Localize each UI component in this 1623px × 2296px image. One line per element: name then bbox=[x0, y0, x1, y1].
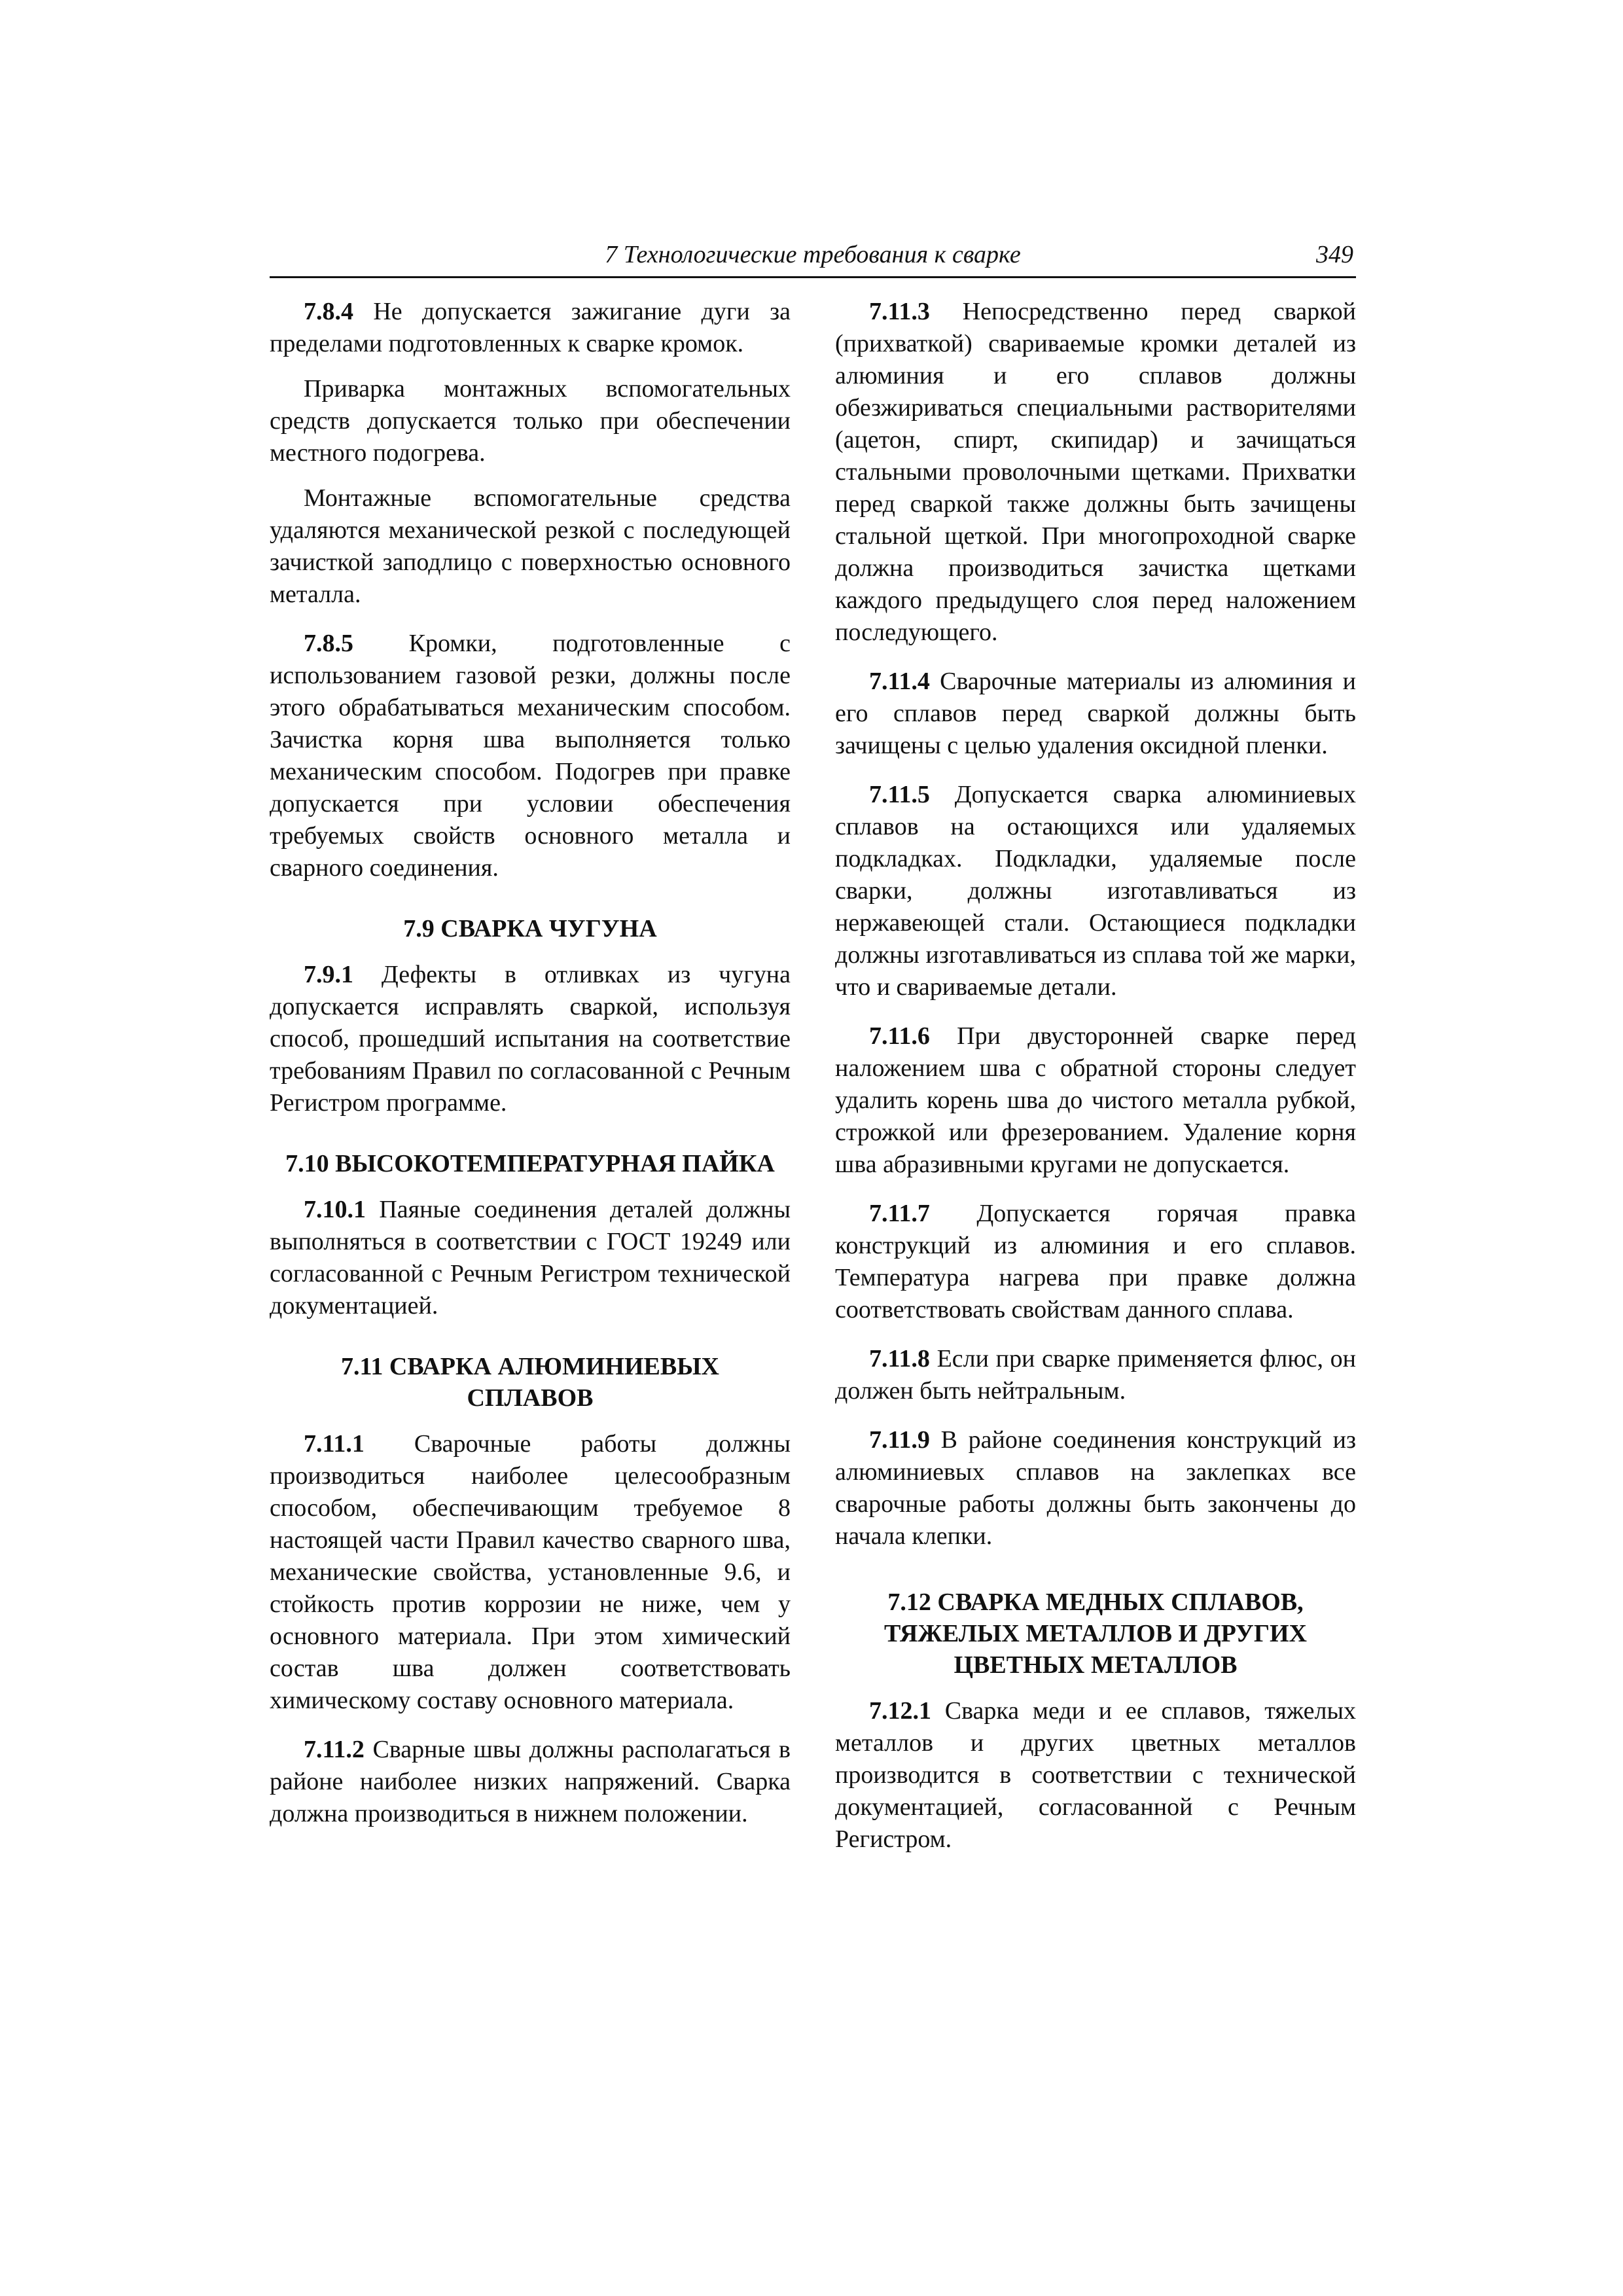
paragraph-text: Сварка меди и ее сплавов, тяжелых металлов и других цветных металлов производится в соответствии с технической документацией, согласованной с Речным Регистром. bbox=[835, 1697, 1356, 1853]
paragraph-text: Не допускается зажигание дуги за пределами подготовленных к сварке кромок. bbox=[270, 298, 791, 357]
paragraph-text: Паяные соединения деталей должны выполняться в соответствии с ГОСТ 19249 или согласованной с Речным Регистром технической документацией. bbox=[270, 1196, 791, 1319]
paragraph-number: 7.11.4 bbox=[869, 668, 930, 695]
section-heading-7-12: 7.12 СВАРКА МЕДНЫХ СПЛАВОВ, ТЯЖЕЛЫХ МЕТАЛЛОВ И ДРУГИХ ЦВЕТНЫХ МЕТАЛЛОВ bbox=[884, 1588, 1307, 1679]
left-column bbox=[270, 296, 791, 1830]
paragraph-text: Кромки, подготовленные с использованием газовой резки, должны после этого обрабатываться механическим способом. Зачистка корня шва выполняется только механическим способом. Подогрев при правке допускается при условии обеспечения требуемых свойств основного металла и сварного соединения. bbox=[270, 630, 791, 882]
paragraph-number: 7.11.2 bbox=[304, 1736, 365, 1763]
paragraph-text: Сварочные работы должны производиться наиболее целесообразным способом, обеспечивающим требуемое 8 настоящей части Правил качество сварного шва, механические свойства, установленные 9.6, и стойкость против коррозии не ниже, чем у основного материала. При этом химический состав шва должен соответствовать химическому составу основного материала. bbox=[270, 1430, 791, 1714]
paragraph-7-11-9 bbox=[835, 1424, 1356, 1552]
paragraph-7-11-7 bbox=[835, 1198, 1356, 1326]
paragraph-7-8-4 bbox=[270, 296, 791, 360]
running-header-title: 7 Технологические требования к сварке bbox=[605, 241, 1021, 268]
page-number: 349 bbox=[1316, 241, 1353, 268]
paragraph-text: Допускается горячая правка конструкций из алюминия и его сплавов. Температура нагрева при правке должна соответствовать свойствам данного сплава. bbox=[835, 1200, 1356, 1323]
paragraph-number: 7.9.1 bbox=[304, 961, 353, 988]
paragraph-number: 7.8.5 bbox=[304, 630, 353, 657]
paragraph-number: 7.11.8 bbox=[869, 1345, 930, 1372]
paragraph-number: 7.11.1 bbox=[304, 1430, 365, 1458]
paragraph-7-9-1 bbox=[270, 959, 791, 1119]
paragraph-text: Дефекты в отливках из чугуна допускается исправлять сваркой, используя способ, прошедший испытания на соответствие требованиям Правил по согласованной с Речным Регистром программе. bbox=[270, 961, 791, 1117]
section-heading-7-9: 7.9 СВАРКА ЧУГУНА bbox=[403, 915, 657, 942]
paragraph-number: 7.8.4 bbox=[304, 298, 353, 325]
running-header bbox=[270, 236, 1356, 278]
paragraph-number: 7.11.6 bbox=[869, 1022, 930, 1050]
paragraph-number: 7.11.5 bbox=[869, 781, 930, 808]
paragraph-7-11-8 bbox=[835, 1343, 1356, 1407]
paragraph-7-12-1 bbox=[835, 1695, 1356, 1856]
paragraph-7-8-4-cont-2: Монтажные вспомогательные средства удаляются механической резкой с последующей зачисткой заподлицо с поверхностью основного металла. bbox=[270, 484, 791, 608]
paragraph-7-11-6 bbox=[835, 1020, 1356, 1181]
paragraph-7-10-1 bbox=[270, 1194, 791, 1322]
paragraph-7-8-5 bbox=[270, 628, 791, 884]
paragraph-number: 7.10.1 bbox=[304, 1196, 366, 1223]
paragraph-text: Если при сварке применяется флюс, он должен быть нейтральным. bbox=[835, 1345, 1357, 1405]
paragraph-text: В районе соединения конструкций из алюминиевых сплавов на заклепках все сварочные работы должны быть закончены до начала клепки. bbox=[835, 1426, 1356, 1550]
paragraph-text: Сварочные материалы из алюминия и его сплавов перед сваркой должны быть зачищены с целью удаления оксидной пленки. bbox=[835, 668, 1356, 759]
paragraph-7-11-3 bbox=[835, 296, 1356, 649]
paragraph-7-11-4 bbox=[835, 666, 1356, 762]
paragraph-7-11-5 bbox=[835, 779, 1356, 1003]
paragraph-7-11-1 bbox=[270, 1428, 791, 1717]
paragraph-number: 7.11.3 bbox=[869, 298, 930, 325]
paragraph-text: Непосредственно перед сваркой (прихваткой) свариваемые кромки деталей из алюминия и его сплавов должны обезжириваться специальными растворителями (ацетон, спирт, скипидар) и зачищаться стальными проволочными щетками. Прихватки перед сваркой также должны быть зачищены стальной щеткой. При многопроходной сварке должна производиться зачистка щетками каждого предыдущего слоя перед наложением последующего. bbox=[835, 298, 1356, 646]
section-heading-7-10: 7.10 ВЫСОКОТЕМПЕРАТУРНАЯ ПАЙКА bbox=[285, 1150, 775, 1177]
paragraph-text: Сварные швы должны располагаться в районе наиболее низких напряжений. Сварка должна производиться в нижнем положении. bbox=[270, 1736, 791, 1827]
paragraph-number: 7.11.9 bbox=[869, 1426, 930, 1454]
section-heading-7-11: 7.11 СВАРКА АЛЮМИНИЕВЫХ СПЛАВОВ bbox=[341, 1353, 719, 1412]
paragraph-number: 7.12.1 bbox=[869, 1697, 931, 1725]
paragraph-number: 7.11.7 bbox=[869, 1200, 930, 1227]
paragraph-text: При двусторонней сварке перед наложением шва с обратной стороны следует удалить корень шва до чистого металла рубкой, строжкой или фрезерованием. Удаление корня шва абразивными кругами не допускается. bbox=[835, 1022, 1357, 1178]
right-column bbox=[835, 296, 1356, 1856]
paragraph-7-8-4-cont-1: Приварка монтажных вспомогательных средств допускается только при обеспечении местного подогрева. bbox=[270, 375, 791, 467]
paragraph-7-11-2 bbox=[270, 1734, 791, 1830]
paragraph-text: Допускается сварка алюминиевых сплавов на остающихся или удаляемых подкладках. Подкладки, удаляемые после сварки, должны изготавливаться из нержавеющей стали. Остающиеся подкладки должны изготавливаться из сплава той же марки, что и свариваемые детали. bbox=[835, 781, 1357, 1001]
